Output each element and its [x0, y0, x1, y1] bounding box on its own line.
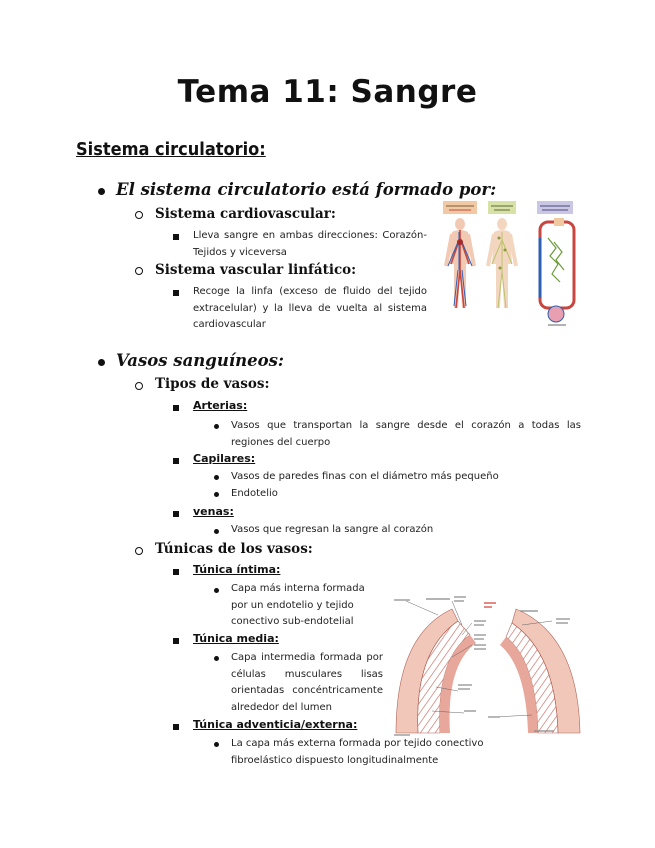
bullet-small-icon — [214, 742, 219, 747]
adventitia-label: Túnica adventicia/externa — [193, 718, 353, 731]
bullet-small-icon — [214, 492, 219, 497]
bullet-square-icon — [173, 724, 179, 730]
colon: : — [274, 632, 279, 645]
vessel-types-heading: Tipos de vasos: — [155, 376, 270, 392]
adventitia-text: La capa más externa formada por tejido conectivo fibroelástico dispuesto longitudinalmente — [231, 738, 484, 766]
bullet-square-icon — [173, 511, 179, 517]
figure-label-box — [488, 201, 516, 214]
media-label: Túnica media — [193, 632, 275, 645]
vessel-wall-figure — [392, 595, 584, 737]
cardio-text: Lleva sangre en ambas direcciones: Corazón-Tejidos y viceversa — [193, 230, 427, 258]
veins-text: Vasos que regresan la sangre al corazón — [231, 524, 434, 535]
colon: : — [276, 563, 281, 576]
bullet-circle-icon — [135, 211, 143, 219]
tunics-heading: Túnicas de los vasos: — [155, 541, 313, 557]
arteries-label: Arterias — [193, 399, 243, 412]
bullet-dot-icon — [98, 188, 105, 195]
endothelium-text: Endotelio — [231, 488, 278, 499]
bullet-square-icon — [173, 290, 179, 296]
bullet-square-icon — [173, 458, 179, 464]
arteries-heading — [193, 399, 247, 412]
bullet-small-icon — [214, 529, 219, 534]
capillaries-text: Vasos de paredes finas con el diámetro más pequeño — [231, 471, 499, 482]
bullet-circle-icon — [135, 382, 143, 390]
figure-label-box — [537, 201, 573, 214]
bullet-circle-icon — [135, 547, 143, 555]
arteries-text: Vasos que transportan la sangre desde el corazón a todas las regiones del cuerpo — [231, 420, 581, 448]
intima-heading — [193, 563, 280, 576]
lymph-heading: Sistema vascular linfático: — [155, 262, 357, 278]
veins-label: venas — [193, 505, 230, 518]
vessels-heading: Vasos sanguíneos: — [116, 351, 284, 370]
capillaries-heading — [193, 452, 255, 465]
intima-label: Túnica íntima — [193, 563, 277, 576]
colon: : — [242, 399, 248, 412]
bullet-small-icon — [214, 424, 219, 429]
bullet-square-icon — [173, 638, 179, 644]
bullet-square-icon — [173, 569, 179, 575]
cardio-heading: Sistema cardiovascular: — [155, 206, 336, 222]
circulatory-heading: El sistema circulatorio está formado por: — [116, 180, 497, 199]
bullet-small-icon — [214, 475, 219, 480]
colon: : — [352, 718, 358, 731]
lymphatic-body-icon — [488, 218, 516, 308]
figure-label-box — [443, 201, 477, 214]
page-title: Tema 11: Sangre — [177, 74, 478, 110]
lymph-text: Recoge la linfa (exceso de fluido del tejido extracelular) y la lleva de vuelta al sistema cardiovascular — [193, 286, 427, 330]
capillaries-label: Capilares — [193, 452, 251, 465]
bullet-small-icon — [214, 656, 219, 661]
bullet-square-icon — [173, 234, 179, 240]
media-text: Capa intermedia formada por células musculares lisas orientadas concéntricamente alrededor del lumen — [231, 652, 383, 713]
circuit-diagram-icon — [540, 218, 574, 325]
circulatory-systems-figure — [436, 198, 588, 328]
bullet-square-icon — [173, 405, 179, 411]
media-heading — [193, 632, 279, 645]
bullet-small-icon — [214, 588, 219, 593]
bullet-circle-icon — [135, 267, 143, 275]
bullet-dot-icon — [98, 359, 105, 366]
adventitia-heading — [193, 718, 357, 731]
colon: : — [229, 505, 234, 518]
intima-text: Capa más interna formada por un endotelio y tejido conectivo sub-endotelial — [231, 583, 365, 627]
section-heading: Sistema circulatorio: — [76, 139, 266, 160]
cardiovascular-body-icon — [446, 218, 474, 308]
veins-heading — [193, 505, 234, 518]
colon: : — [250, 452, 256, 465]
